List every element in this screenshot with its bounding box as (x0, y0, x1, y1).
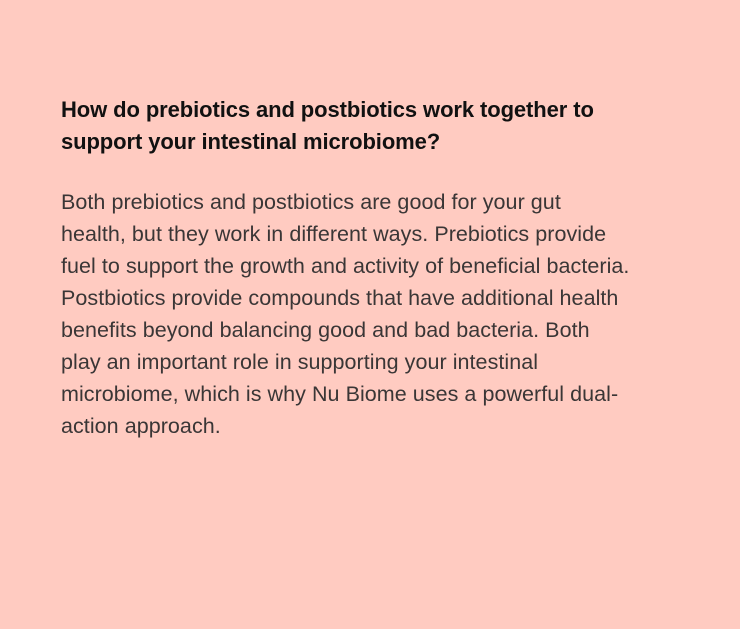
faq-answer-text: Both prebiotics and postbiotics are good for your gut health, but they work in different ways. Prebiotics provide fuel to support the growth and activity of beneficial bacteria. Postbiotics provide compounds that have additional health benefits beyond balancing good and bad bacteria. Both play an important role in supporting your intestinal microbiome, which is why Nu Biome uses a powerful dual-action approach. (61, 190, 630, 438)
faq-question-heading: How do prebiotics and postbiotics work together to support your intestinal microbiome? (61, 97, 594, 154)
